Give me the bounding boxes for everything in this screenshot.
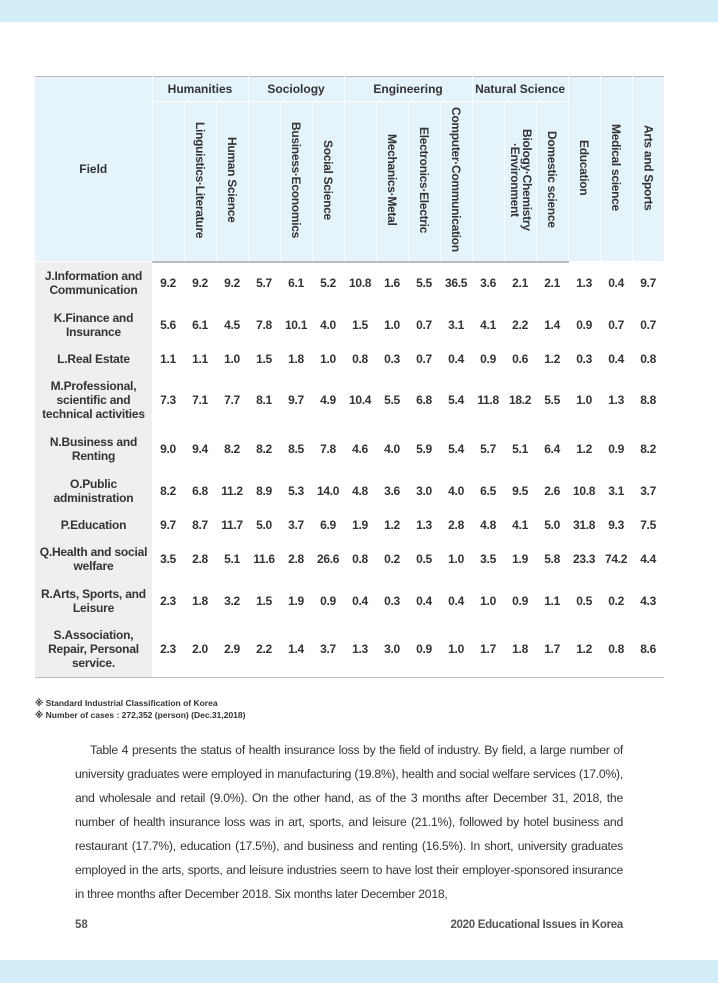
table-cell-value: 6.4: [544, 441, 560, 456]
table-cell-value: 9.3: [608, 517, 624, 532]
table-cell-value: 2.9: [216, 622, 248, 678]
table-cell-value: 11.6: [253, 551, 275, 566]
group-header-humanities: Humanities: [152, 77, 248, 102]
page-number: 58: [75, 919, 88, 931]
table-cell-value: 0.4: [608, 351, 624, 366]
row-field-label: M.Professional, scientific and technical activities: [35, 372, 152, 428]
table-cell-value: 9.2: [192, 276, 208, 290]
table-cell-value: 1.0: [448, 551, 464, 566]
table-cell-value: 4.6: [352, 441, 368, 456]
table-cell-value: 0.5: [416, 551, 432, 566]
row-field-label: N.Business and Renting: [35, 428, 152, 470]
column-header-education: Education: [568, 77, 600, 262]
table-cell-value: 1.8: [192, 593, 208, 608]
table-row: [35, 512, 664, 538]
table-cell-value: 18.2: [509, 392, 532, 407]
body-paragraph: Table 4 presents the status of health insurance loss by the field of industry. By field, a large number of university graduates were employed in manufacturing (19.8%), health and social welfare services (17.0%), and wholesale and retail (9.0%). On the other hand, as of the 3 months after December 31, 2018, the number of health insurance loss was in art, sports, and leisure (21.1%), followed by hotel business and restaurant (17.7%), education (17.5%), and business and renting (16.5%). In short, university graduates employed in the arts, sports, and leisure industries seem to have lost their employer-sponsored insurance in three months after December 2018. Six months later December 2018,: [75, 743, 623, 901]
table-row: [35, 580, 664, 622]
table-cell-value: 1.9: [288, 593, 304, 608]
table-cell-value: 0.6: [512, 351, 528, 366]
table-cell-value: 4.9: [320, 392, 336, 407]
table-cell-value: 7.7: [224, 392, 240, 407]
table-cell-value: 1.9: [352, 517, 368, 532]
table-row: [35, 538, 664, 580]
table-cell-value: 6.8: [192, 483, 208, 498]
table-cell-value: 8.2: [640, 441, 656, 456]
table-cell-value: 5.6: [160, 317, 176, 332]
table-cell-value: 5.8: [544, 551, 560, 566]
table-cell-value: 1.5: [256, 593, 272, 608]
table-cell-value: 0.9: [608, 441, 624, 456]
table-row: [35, 346, 664, 372]
table-cell-value: 9.0: [160, 441, 176, 456]
table-cell-value: 4.4: [640, 551, 656, 566]
table-row: [35, 470, 664, 512]
table-cell-value: 8.9: [256, 483, 272, 498]
bottom-color-band: [0, 960, 718, 983]
table-cell-value: 1.3: [608, 392, 624, 407]
table-cell-value: 11.2: [221, 483, 243, 498]
table-cell-value: 0.2: [608, 593, 624, 608]
table-cell-value: 5.7: [256, 276, 272, 290]
table-cell-value: 0.9: [480, 351, 496, 366]
column-header-mechanics-metal: Mechanics·Metal: [376, 102, 408, 262]
table-cell-value: 9.2: [224, 276, 240, 290]
column-header-engineering-total: [344, 102, 376, 262]
table-cell-value: 2.6: [544, 483, 560, 498]
column-header-business-economics: Business·Economics: [280, 102, 312, 262]
table-cell-value: 2.8: [192, 551, 208, 566]
row-field-label: P.Education: [35, 512, 152, 538]
table-row: [35, 622, 664, 678]
table-cell-value: 0.7: [416, 351, 432, 366]
table-cell-value: 7.8: [320, 441, 336, 456]
table-cell-value: 2.3: [152, 622, 184, 678]
table-cell-value: 0.3: [384, 351, 400, 366]
table-cell-value: 1.0: [320, 351, 336, 366]
column-header-social-science: Social Science: [312, 102, 344, 262]
table-cell-value: 3.6: [384, 483, 400, 498]
table-cell-value: 1.3: [576, 275, 592, 290]
table-cell-value: 1.2: [576, 441, 592, 456]
table-cell-value: 10.4: [348, 392, 372, 407]
table-cell-value: 5.0: [544, 517, 560, 532]
table-cell-value: 1.5: [352, 317, 368, 332]
table-cell-value: 6.1: [288, 276, 304, 290]
table-cell-value: 1.0: [480, 593, 496, 608]
table-cell-value: 2.8: [448, 517, 464, 532]
row-field-label: L.Real Estate: [35, 346, 152, 372]
row-field-label: Q.Health and social welfare: [35, 538, 152, 580]
table-cell-value: 7.5: [640, 517, 656, 532]
table-cell-value: 1.2: [544, 351, 560, 366]
field-column-header: Field: [35, 77, 152, 262]
table-cell-value: 0.4: [448, 593, 464, 608]
table-cell-value: 0.5: [576, 593, 592, 608]
table-cell-value: 11.8: [477, 392, 499, 407]
table-cell-value: 0.2: [384, 551, 400, 566]
column-header-computer-communication: Computer·Communication: [440, 102, 472, 262]
table-cell-value: 1.0: [440, 622, 472, 678]
table-cell-value: 9.7: [640, 275, 656, 290]
table-row: [35, 304, 664, 346]
group-header-engineering: Engineering: [344, 77, 472, 102]
table-cell-value: 10.1: [284, 317, 308, 332]
table-cell-value: 2.1: [512, 276, 528, 290]
table-cell-value: 1.1: [192, 351, 208, 366]
table-cell-value: 1.4: [280, 622, 312, 678]
table-cell-value: 6.8: [416, 392, 432, 407]
table-cell-value: 4.1: [512, 517, 528, 532]
column-header-humanities-total: [152, 102, 184, 262]
table-cell-value: 0.4: [448, 351, 464, 366]
table-cell-value: 5.1: [512, 441, 528, 456]
table-cell-value: 3.7: [312, 622, 344, 678]
table-cell-value: 1.7: [536, 622, 568, 678]
publication-title: 2020 Educational Issues in Korea: [450, 919, 623, 931]
table-cell-value: 0.8: [640, 351, 656, 366]
table-cell-value: 0.8: [352, 551, 368, 566]
table-cell-value: 4.8: [480, 517, 496, 532]
table-cell-value: 5.3: [288, 483, 304, 498]
table-cell-value: 8.7: [192, 517, 208, 532]
table-cell-value: 31.8: [573, 517, 596, 532]
top-color-band: [0, 0, 718, 22]
table-cell-value: 1.5: [256, 351, 272, 366]
table-cell-value: 1.3: [416, 517, 432, 532]
table-cell-value: 5.4: [448, 392, 464, 407]
table-cell-value: 1.0: [576, 392, 592, 407]
table-cell-value: 23.3: [573, 551, 596, 566]
column-header-human-science: Human Science: [216, 102, 248, 262]
group-header-natural-science: Natural Science: [472, 77, 568, 102]
table-cell-value: 7.1: [192, 392, 208, 407]
table-cell-value: 5.5: [384, 392, 400, 407]
table-cell-value: 2.0: [184, 622, 216, 678]
table-cell-value: 3.1: [448, 317, 464, 332]
table-cell-value: 0.9: [408, 622, 440, 678]
table-cell-value: 5.9: [416, 441, 432, 456]
table-cell-value: 3.1: [608, 483, 624, 498]
table-cell-value: 2.2: [248, 622, 280, 678]
table-cell-value: 4.1: [480, 317, 496, 332]
table-cell-value: 5.4: [448, 441, 464, 456]
table-cell-value: 1.4: [544, 317, 560, 332]
table-cell-value: 0.4: [416, 593, 432, 608]
column-header-sociology-total: [248, 102, 280, 262]
table-cell-value: 7.8: [256, 317, 272, 332]
table-cell-value: 5.1: [224, 551, 240, 566]
note-classification: ※ Standard Industrial Classification of Korea: [35, 698, 218, 708]
group-header-sociology: Sociology: [248, 77, 344, 102]
row-field-label: S.Association, Repair, Personal service.: [35, 622, 152, 678]
table-cell-value: 3.5: [160, 551, 176, 566]
table-cell-value: 0.7: [640, 317, 656, 332]
table-cell-value: 1.1: [160, 351, 176, 366]
table-cell-value: 6.1: [192, 317, 208, 332]
column-header-linguistics-literature: Linguistics·Literature: [184, 102, 216, 262]
column-header-biology-chemistry-environment: Biology·Chemistry ·Environment: [504, 102, 536, 262]
table-cell-value: 0.9: [576, 317, 592, 332]
table-cell-value: 4.0: [320, 317, 336, 332]
table-cell-value: 4.0: [448, 483, 464, 498]
table-cell-value: 3.7: [640, 483, 656, 498]
table-cell-value: 5.5: [544, 392, 560, 407]
column-header-medical-science: Medical science: [600, 77, 632, 262]
table-cell-value: 26.6: [316, 551, 340, 566]
table-cell-value: 9.5: [512, 483, 528, 498]
table-cell-value: 5.7: [480, 441, 496, 456]
table-cell-value: 4.8: [352, 483, 368, 498]
table-cell-value: 1.6: [384, 276, 400, 290]
table-notes: [35, 697, 245, 721]
column-header-domestic-science: Domestic science: [536, 102, 568, 262]
table-cell-value: 9.7: [160, 517, 176, 532]
table-cell-value: 1.2: [568, 622, 600, 678]
industry-by-major-table: [35, 76, 664, 678]
table-cell-value: 4.3: [640, 593, 656, 608]
table-cell-value: 8.5: [288, 441, 304, 456]
table-cell-value: 1.3: [344, 622, 376, 678]
column-header-electronics-electric: Electronics·Electric: [408, 102, 440, 262]
table-cell-value: 7.3: [160, 392, 176, 407]
table-cell-value: 0.7: [416, 317, 432, 332]
table-cell-value: 1.8: [504, 622, 536, 678]
table-cell-value: 0.3: [384, 593, 400, 608]
row-field-label: O.Public administration: [35, 470, 152, 512]
table-cell-value: 1.0: [224, 351, 240, 366]
table-cell-value: 3.0: [376, 622, 408, 678]
table-cell-value: 0.9: [512, 593, 528, 608]
table-cell-value: 2.3: [160, 593, 176, 608]
note-number-of-cases: ※ Number of cases : 272,352 (person) (Dec.31,2018): [35, 710, 246, 720]
table-cell-value: 3.5: [480, 551, 496, 566]
column-header-arts-and-sports: Arts and Sports: [632, 77, 664, 262]
table-row: [35, 262, 664, 304]
table-cell-value: 2.2: [512, 317, 528, 332]
table-cell-value: 5.2: [320, 276, 336, 290]
row-field-label: J.Information and Communication: [35, 262, 152, 304]
table-cell-value: 1.1: [544, 593, 560, 608]
table-cell-value: 4.5: [224, 317, 240, 332]
table-cell-value: 36.5: [444, 276, 468, 290]
table-cell-value: 9.7: [288, 392, 304, 407]
table-cell-value: 0.4: [608, 275, 624, 290]
table-cell-value: 1.7: [472, 622, 504, 678]
table-cell-value: 1.0: [384, 317, 400, 332]
table-cell-value: 0.8: [600, 622, 632, 678]
table-cell-value: 11.7: [221, 517, 243, 532]
table-cell-value: 3.6: [480, 276, 496, 290]
table-cell-value: 3.0: [416, 483, 432, 498]
table-cell-value: 9.2: [160, 276, 176, 290]
table-cell-value: 0.3: [576, 351, 592, 366]
table-cell-value: 5.5: [416, 276, 432, 290]
table-cell-value: 8.2: [160, 483, 176, 498]
row-field-label: K.Finance and Insurance: [35, 304, 152, 346]
table-cell-value: 6.5: [480, 483, 496, 498]
table-cell-value: 1.8: [288, 351, 304, 366]
table-cell-value: 0.7: [608, 317, 624, 332]
table-cell-value: 10.8: [348, 276, 372, 290]
table-cell-value: 6.9: [320, 517, 336, 532]
table-cell-value: 1.9: [512, 551, 528, 566]
table-cell-value: 2.8: [288, 551, 304, 566]
table-cell-value: 0.9: [320, 593, 336, 608]
table-cell-value: 4.0: [384, 441, 400, 456]
table-cell-value: 3.2: [224, 593, 240, 608]
table-cell-value: 10.8: [573, 483, 596, 498]
table-cell-value: 8.6: [632, 622, 664, 678]
table-cell-value: 14.0: [316, 483, 340, 498]
column-header-natural-science-total: [472, 102, 504, 262]
table-cell-value: 9.4: [192, 441, 208, 456]
table-cell-value: 5.0: [256, 517, 272, 532]
table-cell-value: 8.2: [256, 441, 272, 456]
table-row: [35, 372, 664, 428]
table-cell-value: 0.8: [352, 351, 368, 366]
row-field-label: R.Arts, Sports, and Leisure: [35, 580, 152, 622]
table-cell-value: 1.2: [384, 517, 400, 532]
table-cell-value: 2.1: [544, 276, 560, 290]
table-row: [35, 428, 664, 470]
table-cell-value: 8.2: [224, 441, 240, 456]
table-cell-value: 0.4: [352, 593, 368, 608]
table-cell-value: 74.2: [605, 551, 628, 566]
table-cell-value: 3.7: [288, 517, 304, 532]
table-cell-value: 8.1: [256, 392, 272, 407]
table-cell-value: 8.8: [640, 392, 656, 407]
